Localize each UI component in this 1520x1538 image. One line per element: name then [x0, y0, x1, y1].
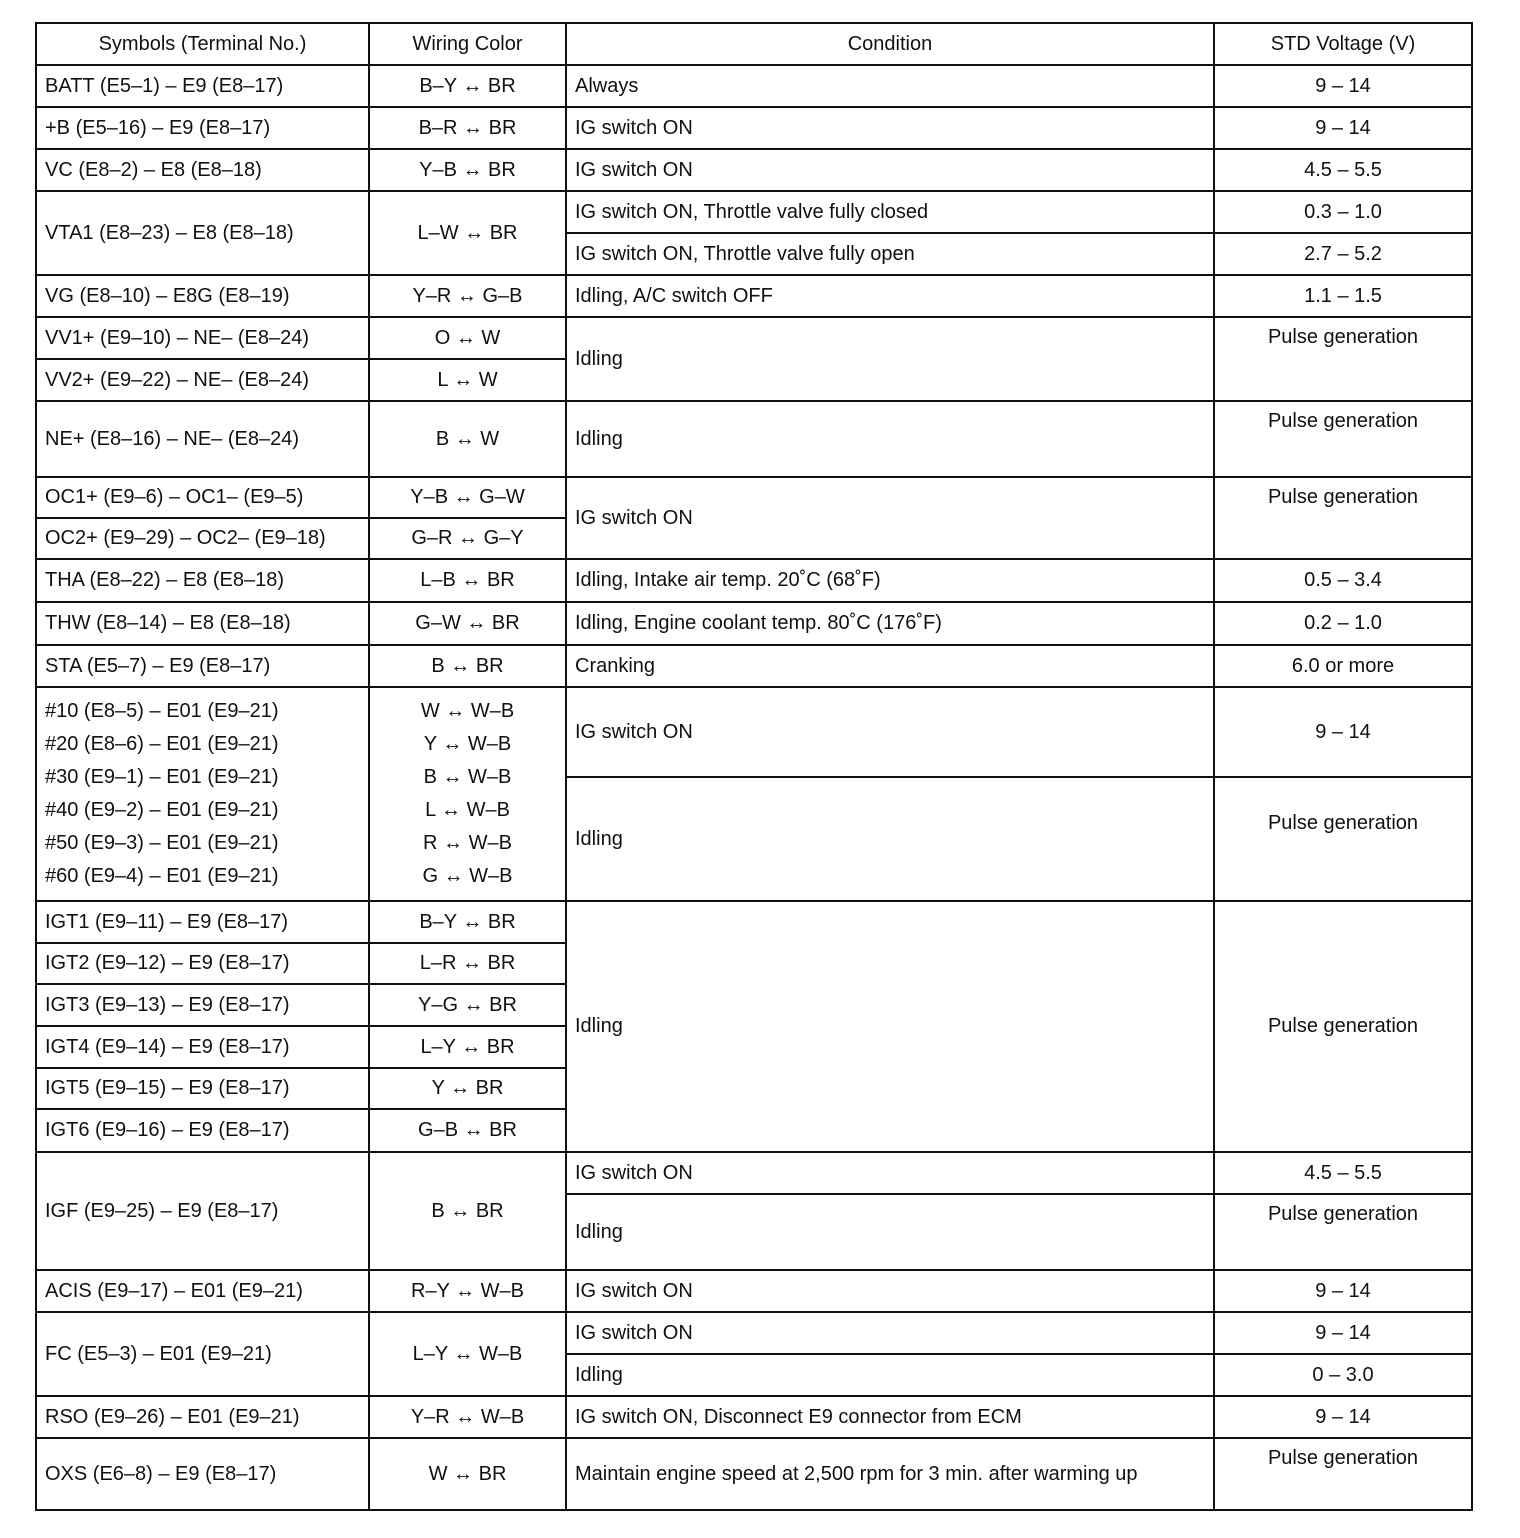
table-row [36, 901, 1472, 943]
symbol-cell: NE+ (E8–16) – NE– (E8–24) [36, 401, 369, 477]
symbol-line: #20 (E8–6) – E01 (E9–21) [45, 733, 279, 755]
condition-cell: Idling [566, 1354, 1214, 1396]
condition-cell: IG switch ON [566, 107, 1214, 149]
condition-cell: Idling [566, 317, 1214, 401]
symbol-cell: VG (E8–10) – E8G (E8–19) [36, 275, 369, 317]
wiring-cell: Y–G ↔ BR [369, 984, 566, 1026]
symbol-cell: IGT2 (E9–12) – E9 (E8–17) [36, 943, 369, 984]
symbol-cell: IGT6 (E9–16) – E9 (E8–17) [36, 1109, 369, 1152]
symbol-cell: IGT5 (E9–15) – E9 (E8–17) [36, 1068, 369, 1109]
voltage-cell: 6.0 or more [1214, 645, 1472, 687]
wiring-cell: L ↔ W [369, 359, 566, 401]
voltage-cell: 9 – 14 [1214, 687, 1472, 777]
symbol-cell: VC (E8–2) – E8 (E8–18) [36, 149, 369, 191]
symbol-cell: ACIS (E9–17) – E01 (E9–21) [36, 1270, 369, 1312]
condition-cell: IG switch ON [566, 1312, 1214, 1354]
voltage-cell: Pulse generation [1214, 901, 1472, 1152]
header-symbols: Symbols (Terminal No.) [36, 23, 369, 65]
wiring-cell: B–Y ↔ BR [369, 901, 566, 943]
wiring-cell: R–Y ↔ W–B [369, 1270, 566, 1312]
table-row [36, 1312, 1472, 1354]
table-row [36, 401, 1472, 477]
condition-cell: IG switch ON [566, 1152, 1214, 1194]
condition-cell: IG switch ON [566, 149, 1214, 191]
symbol-cell: VV2+ (E9–22) – NE– (E8–24) [36, 359, 369, 401]
voltage-cell: Pulse generation [1214, 401, 1472, 477]
symbol-cell: IGT3 (E9–13) – E9 (E8–17) [36, 984, 369, 1026]
wiring-cell: Y ↔ BR [369, 1068, 566, 1109]
wiring-cell: Y–B ↔ G–W [369, 477, 566, 518]
wiring-cell: O ↔ W [369, 317, 566, 359]
table-row [36, 645, 1472, 687]
wiring-line: G ↔ W–B [422, 865, 513, 887]
condition-cell: Idling [566, 401, 1214, 477]
symbol-cell: OC1+ (E9–6) – OC1– (E9–5) [36, 477, 369, 518]
symbol-line: #50 (E9–3) – E01 (E9–21) [45, 832, 279, 854]
wiring-cell: B–R ↔ BR [369, 107, 566, 149]
condition-cell: IG switch ON, Throttle valve fully closed [566, 191, 1214, 233]
wiring-cell: G–B ↔ BR [369, 1109, 566, 1152]
wiring-cell: Y–R ↔ G–B [369, 275, 566, 317]
voltage-cell: 4.5 – 5.5 [1214, 1152, 1472, 1194]
voltage-cell: 9 – 14 [1214, 1312, 1472, 1354]
wiring-cell: L–W ↔ BR [369, 191, 566, 275]
wiring-cell: L–Y ↔ W–B [369, 1312, 566, 1396]
symbol-cell: BATT (E5–1) – E9 (E8–17) [36, 65, 369, 107]
condition-cell: IG switch ON, Disconnect E9 connector from ECM [566, 1396, 1214, 1438]
table-row [36, 687, 1472, 777]
condition-cell: IG switch ON [566, 477, 1214, 559]
symbol-cell: FC (E5–3) – E01 (E9–21) [36, 1312, 369, 1396]
table-row [36, 275, 1472, 317]
wiring-line: Y ↔ W–B [423, 733, 512, 755]
symbol-cell: VV1+ (E9–10) – NE– (E8–24) [36, 317, 369, 359]
voltage-cell: Pulse generation [1214, 1438, 1472, 1510]
table-row [36, 317, 1472, 359]
voltage-cell: 9 – 14 [1214, 1396, 1472, 1438]
condition-cell: Idling, Engine coolant temp. 80˚C (176˚F) [566, 602, 1214, 645]
voltage-cell: 0.3 – 1.0 [1214, 191, 1472, 233]
condition-cell: Idling [566, 1194, 1214, 1270]
voltage-cell: 4.5 – 5.5 [1214, 149, 1472, 191]
wiring-cell: Y–B ↔ BR [369, 149, 566, 191]
wiring-line: W ↔ W–B [420, 700, 515, 722]
symbol-cell: OC2+ (E9–29) – OC2– (E9–18) [36, 518, 369, 559]
voltage-cell: 0.5 – 3.4 [1214, 559, 1472, 602]
condition-cell: IG switch ON, Throttle valve fully open [566, 233, 1214, 275]
symbol-cell: STA (E5–7) – E9 (E8–17) [36, 645, 369, 687]
symbol-cell: IGT4 (E9–14) – E9 (E8–17) [36, 1026, 369, 1068]
voltage-cell: 2.7 – 5.2 [1214, 233, 1472, 275]
table-row [36, 149, 1472, 191]
symbol-cell: IGT1 (E9–11) – E9 (E8–17) [36, 901, 369, 943]
wiring-cell-group [369, 687, 566, 901]
header-wiring-color: Wiring Color [369, 23, 566, 65]
header-condition: Condition [566, 23, 1214, 65]
voltage-cell: 1.1 – 1.5 [1214, 275, 1472, 317]
voltage-cell: Pulse generation [1214, 317, 1472, 401]
symbol-cell: RSO (E9–26) – E01 (E9–21) [36, 1396, 369, 1438]
wiring-cell: G–R ↔ G–Y [369, 518, 566, 559]
terminal-voltage-table-container [35, 22, 1471, 1510]
voltage-cell: 9 – 14 [1214, 107, 1472, 149]
terminal-voltage-table [35, 22, 1473, 1511]
wiring-cell: B–Y ↔ BR [369, 65, 566, 107]
voltage-cell: 9 – 14 [1214, 65, 1472, 107]
table-row [36, 477, 1472, 518]
wiring-cell: W ↔ BR [369, 1438, 566, 1510]
voltage-cell: 0 – 3.0 [1214, 1354, 1472, 1396]
voltage-cell: Pulse generation [1214, 777, 1472, 901]
table-row [36, 107, 1472, 149]
symbol-line: #60 (E9–4) – E01 (E9–21) [45, 865, 279, 887]
wiring-line: L ↔ W–B [425, 799, 510, 821]
condition-cell: Idling, A/C switch OFF [566, 275, 1214, 317]
symbol-line: #40 (E9–2) – E01 (E9–21) [45, 799, 279, 821]
symbol-cell-group [36, 687, 369, 901]
symbol-cell: THW (E8–14) – E8 (E8–18) [36, 602, 369, 645]
table-row [36, 191, 1472, 233]
table-row [36, 559, 1472, 602]
condition-cell: Always [566, 65, 1214, 107]
symbol-cell: +B (E5–16) – E9 (E8–17) [36, 107, 369, 149]
table-row [36, 1152, 1472, 1194]
condition-cell: IG switch ON [566, 1270, 1214, 1312]
wiring-cell: L–R ↔ BR [369, 943, 566, 984]
wiring-cell: B ↔ BR [369, 645, 566, 687]
symbol-cell: VTA1 (E8–23) – E8 (E8–18) [36, 191, 369, 275]
table-row [36, 1396, 1472, 1438]
wiring-cell: Y–R ↔ W–B [369, 1396, 566, 1438]
table-row [36, 1438, 1472, 1510]
condition-cell: Idling [566, 901, 1214, 1152]
condition-cell: IG switch ON [566, 687, 1214, 777]
wiring-line: B ↔ W–B [423, 766, 512, 788]
table-row [36, 1270, 1472, 1312]
symbol-cell: THA (E8–22) – E8 (E8–18) [36, 559, 369, 602]
symbol-cell: IGF (E9–25) – E9 (E8–17) [36, 1152, 369, 1270]
voltage-cell: 0.2 – 1.0 [1214, 602, 1472, 645]
table-row [36, 602, 1472, 645]
wiring-line: R ↔ W–B [423, 832, 512, 854]
voltage-cell: Pulse generation [1214, 1194, 1472, 1270]
wiring-cell: G–W ↔ BR [369, 602, 566, 645]
symbol-line: #10 (E8–5) – E01 (E9–21) [45, 700, 279, 722]
voltage-cell: Pulse generation [1214, 477, 1472, 559]
condition-cell: Idling, Intake air temp. 20˚C (68˚F) [566, 559, 1214, 602]
condition-cell: Maintain engine speed at 2,500 rpm for 3 min. after warming up [566, 1438, 1214, 1510]
condition-cell: Idling [566, 777, 1214, 901]
wiring-cell: L–B ↔ BR [369, 559, 566, 602]
wiring-cell: B ↔ W [369, 401, 566, 477]
symbol-cell: OXS (E6–8) – E9 (E8–17) [36, 1438, 369, 1510]
symbol-line: #30 (E9–1) – E01 (E9–21) [45, 766, 279, 788]
voltage-cell: 9 – 14 [1214, 1270, 1472, 1312]
wiring-cell: L–Y ↔ BR [369, 1026, 566, 1068]
table-row [36, 65, 1472, 107]
condition-cell: Cranking [566, 645, 1214, 687]
header-row [36, 23, 1472, 65]
wiring-cell: B ↔ BR [369, 1152, 566, 1270]
header-std-voltage: STD Voltage (V) [1214, 23, 1472, 65]
